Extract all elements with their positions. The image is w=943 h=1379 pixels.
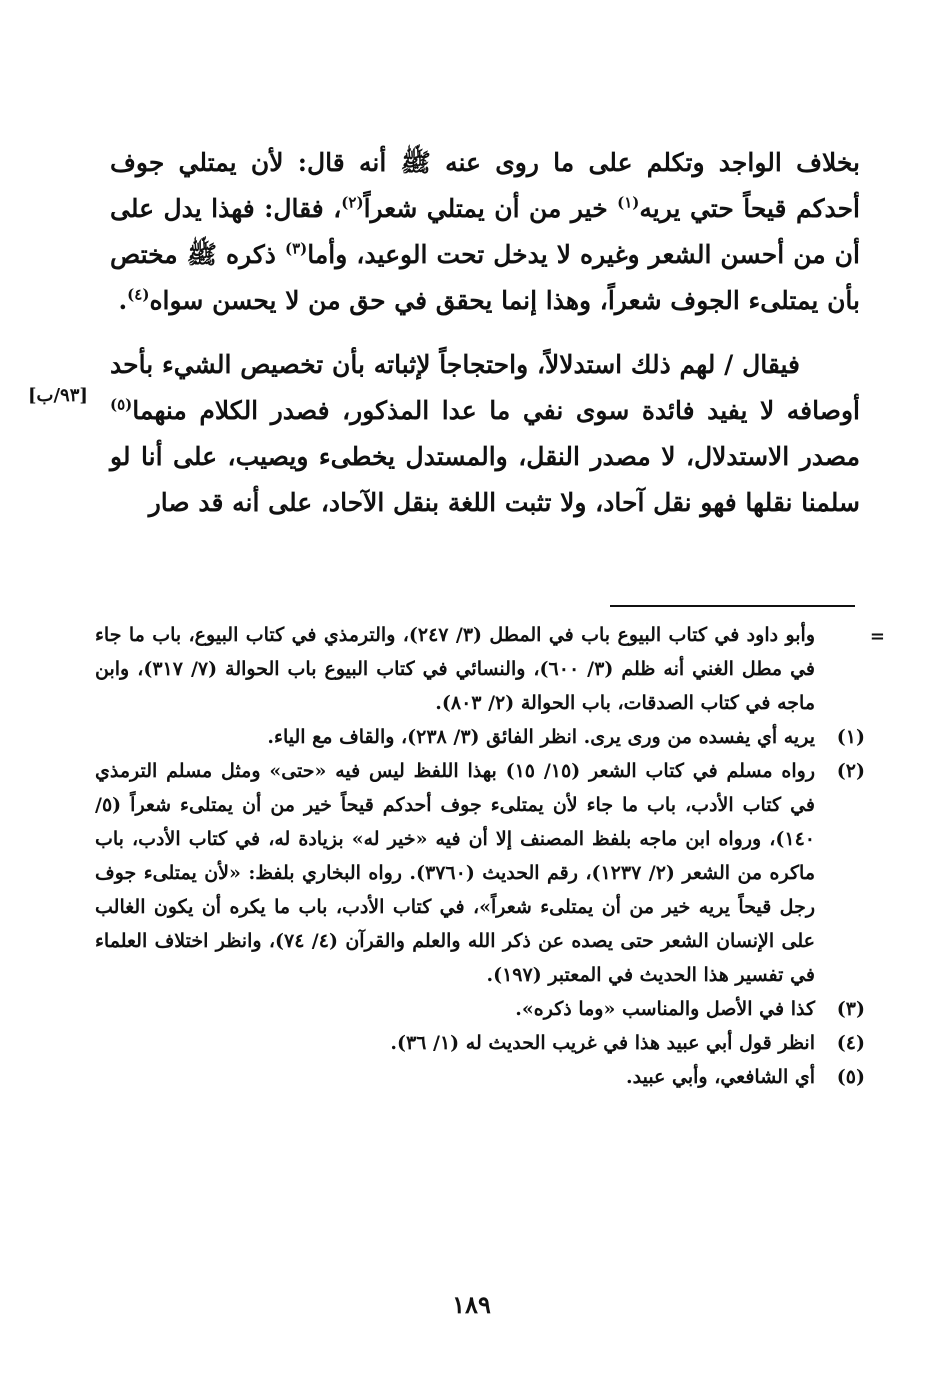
footnote-number: (٥) bbox=[836, 1066, 865, 1088]
footnote-ref-1[interactable]: (١) bbox=[617, 193, 640, 212]
footnote-number: (٢) bbox=[836, 760, 865, 782]
footnote-ref-4[interactable]: (٤) bbox=[127, 285, 150, 304]
footnote-text: رواه مسلم في كتاب الشعر (١٥/ ١٥) بهذا اللفظ ليس فيه «حتى» ومثل مسلم الترمذي في كتاب الأدب، باب ما جاء لأن يمتلىء جوف أحدكم قيحاً خير من أن يمتلىء شعراً (٥/ ١٤٠)، ورواه ابن ماجه بلفظ المصنف إلا أن فيه «خير له» بزيادة له، في كتاب الأدب، باب ماكره من الشعر (٢/ ١٢٣٧)، رقم الحديث (٣٧٦٠). رواه البخاري بلفظ: «لأن يمتلىء جوف رجل قيحاً يريه خير من أن يمتلىء شعراً»، في كتاب الأدب، باب ما يكره أن يكون الغالب على الإنسان الشعر حتى يصده عن ذكر الله والعلم والقرآن (٤/ ٧٤)، وانظر اختلاف العلماء في تفسير هذا الحديث في المعتبر (١٩٧). bbox=[95, 760, 816, 986]
footnote-ref-3[interactable]: (٣) bbox=[284, 239, 308, 258]
footnote-ref-5[interactable]: (٥) bbox=[110, 395, 133, 414]
footnote-4 bbox=[95, 1026, 865, 1060]
text-run: . bbox=[118, 286, 128, 315]
paragraph-2 bbox=[110, 342, 860, 526]
footnote-number: (١) bbox=[836, 726, 865, 748]
footnote-continuation bbox=[95, 618, 885, 720]
footnote-5 bbox=[95, 1060, 865, 1094]
continuation-mark: = bbox=[869, 626, 885, 647]
footnote-2 bbox=[95, 754, 865, 992]
footnote-divider bbox=[610, 605, 855, 607]
text-run: خير من أن يمتلي شعراً bbox=[363, 194, 618, 223]
manuscript-folio-marker: [٩٣/ب] bbox=[28, 385, 88, 406]
footnote-text: انظر قول أبي عبيد هذا في غريب الحديث له (١/ ٣٦). bbox=[390, 1032, 815, 1054]
footnote-1 bbox=[95, 720, 865, 754]
text-run: ، فقال: فهذا يدل على أن من أحسن الشعر وغيره لا يدخل تحت الوعيد، وأما bbox=[110, 194, 860, 269]
page-number: ١٨٩ bbox=[452, 1290, 491, 1319]
text-run: فيقال / لهم ذلك استدلالاً، واحتجاجاً لإثباته بأن تخصيص الشيء بأحد أوصافه لا يفيد فائدة سوى نفي ما عدا المذكور، فصدر الكلام منهما bbox=[110, 350, 860, 425]
main-text bbox=[110, 140, 860, 526]
footnotes bbox=[95, 618, 885, 1094]
footnote-3 bbox=[95, 992, 865, 1026]
footnote-text: كذا في الأصل والمناسب «وما ذكره». bbox=[515, 998, 815, 1020]
text-run: بخلاف الواجد وتكلم على ما روى عنه ﷺ أنه قال: لأن يمتلي جوف أحدكم قيحاً حتي يريه bbox=[110, 148, 861, 223]
footnote-text: وأبو داود في كتاب البيوع باب في المطل (٣/ ٢٤٧)، والترمذي في كتاب البيوع، باب ما جاء في مطل الغني أنه ظلم (٣/ ٦٠٠)، والنسائي في كتاب البيوع باب الحوالة (٧/ ٣١٧)، وابن ماجه في كتاب الصدقات، باب الحوالة (٢/ ٨٠٣). bbox=[95, 624, 816, 714]
footnote-text: أي الشافعي، وأبي عبيد. bbox=[626, 1066, 815, 1088]
footnote-ref-2[interactable]: (٢) bbox=[341, 193, 364, 212]
footnote-text: يريه أي يفسده من ورى يرى. انظر الفائق (٣/ ٢٣٨)، والقاف مع الياء. bbox=[267, 726, 815, 748]
text-run: ذكره ﷺ مختص بأن يمتلىء الجوف شعراً، وهذا إنما يحقق في حق من لا يحسن سواه bbox=[110, 240, 860, 315]
paragraph-1 bbox=[110, 140, 860, 324]
footnote-number: (٤) bbox=[836, 1032, 865, 1054]
footnote-number: (٣) bbox=[836, 998, 865, 1020]
text-run: مصدر الاستدلال، لا مصدر النقل، والمستدل يخطىء ويصيب، على أنا لو سلمنا نقلها فهو نقل آحاد، ولا تثبت اللغة بنقل الآحاد، على أنه قد صار bbox=[110, 442, 860, 517]
